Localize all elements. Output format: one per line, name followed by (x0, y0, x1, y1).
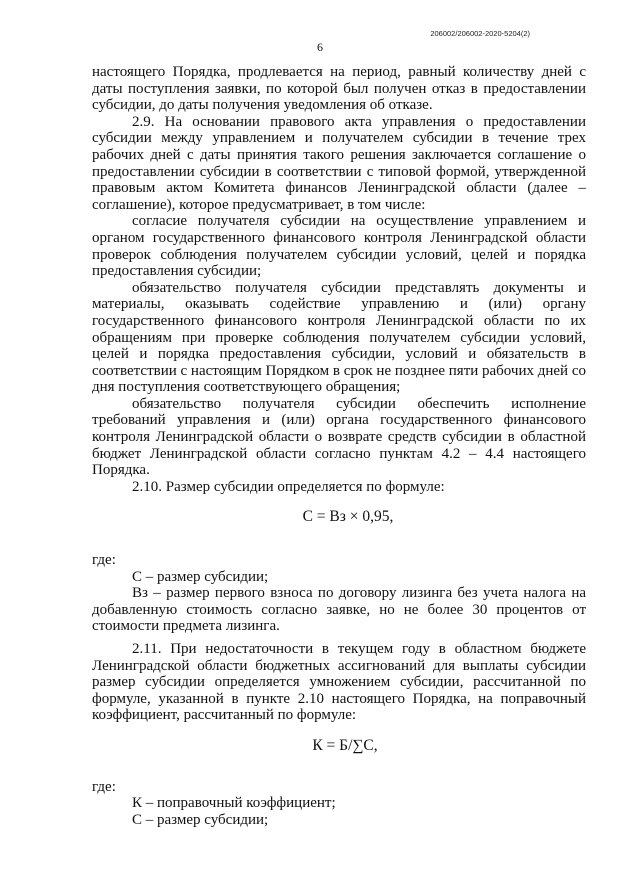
page-number: 6 (317, 40, 323, 54)
definition-k: К – поправочный коэффициент; (132, 795, 336, 812)
where-label: где: (92, 552, 116, 569)
document-id: 206002/206002-2020-5204(2) (430, 29, 530, 38)
paragraph-2-11: 2.11. При недостаточности в текущем году в областном бюджете Ленинградской области бюджетных ассигнований для выплаты субсидии размер субсидии определяется умножением субсидии, рассчитанной по формуле, указанной в пункте 2.10 настоящего Порядка, на поправочный коэффициент, рассчитанный по формуле: (92, 641, 586, 724)
paragraph-consent: согласие получателя субсидии на осуществление управлением и органом государственного финансового контроля Ленинградской области проверок соблюдения получателем субсидии условий, целей и порядка предоставления субсидии; (92, 213, 586, 280)
definition-c: С – размер субсидии; (132, 568, 269, 585)
formula-subsidy: С = Вз × 0,95, (302, 508, 394, 526)
formula-coefficient: К = Б/∑С, (312, 736, 378, 754)
definition-vz: Вз – размер первого взноса по договору лизинга без учета налога на добавленную стоимость согласно заявке, но не более 30 процентов от стоимости предмета лизинга. (92, 585, 586, 635)
paragraph-continuation: настоящего Порядка, продлевается на период, равный количеству дней с даты поступления заявки, по которой был получен отказ в предоставлении субсидии, до даты получения уведомления об отказе. (92, 64, 586, 114)
where-label-2: где: (92, 778, 116, 795)
definition-c-2: С – размер субсидии; (132, 811, 269, 828)
paragraph-2-10: 2.10. Размер субсидии определяется по формуле: (132, 478, 445, 495)
paragraph-2-9: 2.9. На основании правового акта управления о предоставлении субсидии между управлением и получателем субсидии в течение трех рабочих дней с даты принятия такого решения заключается соглашение о предоставлении субсидии в соответствии с типовой формой, утвержденной правовым актом Комитета финансов Ленинградской области (далее – соглашение), которое предусматривает, в том числе: (92, 113, 586, 213)
paragraph-obligation-documents: обязательство получателя субсидии представлять документы и материалы, оказывать содействие управлению и (или) органу государственного финансового контроля Ленинградской области по их обращениям при проверке соблюдения получателем субсидии условий, целей и порядка предоставления субсидии, условий и обязательств в соответствии с настоящим Порядком в срок не позднее пяти рабочих дней со дня поступления соответствующего обращения; (92, 279, 586, 396)
document-body (92, 64, 586, 828)
paragraph-obligation-return: обязательство получателя субсидии обеспечить исполнение требований управления и (или) органа государственного финансового контроля Ленинградской области о возврате средств субсидии в областной бюджет Ленинградской области согласно пунктам 4.2 – 4.4 настоящего Порядка. (92, 395, 586, 479)
